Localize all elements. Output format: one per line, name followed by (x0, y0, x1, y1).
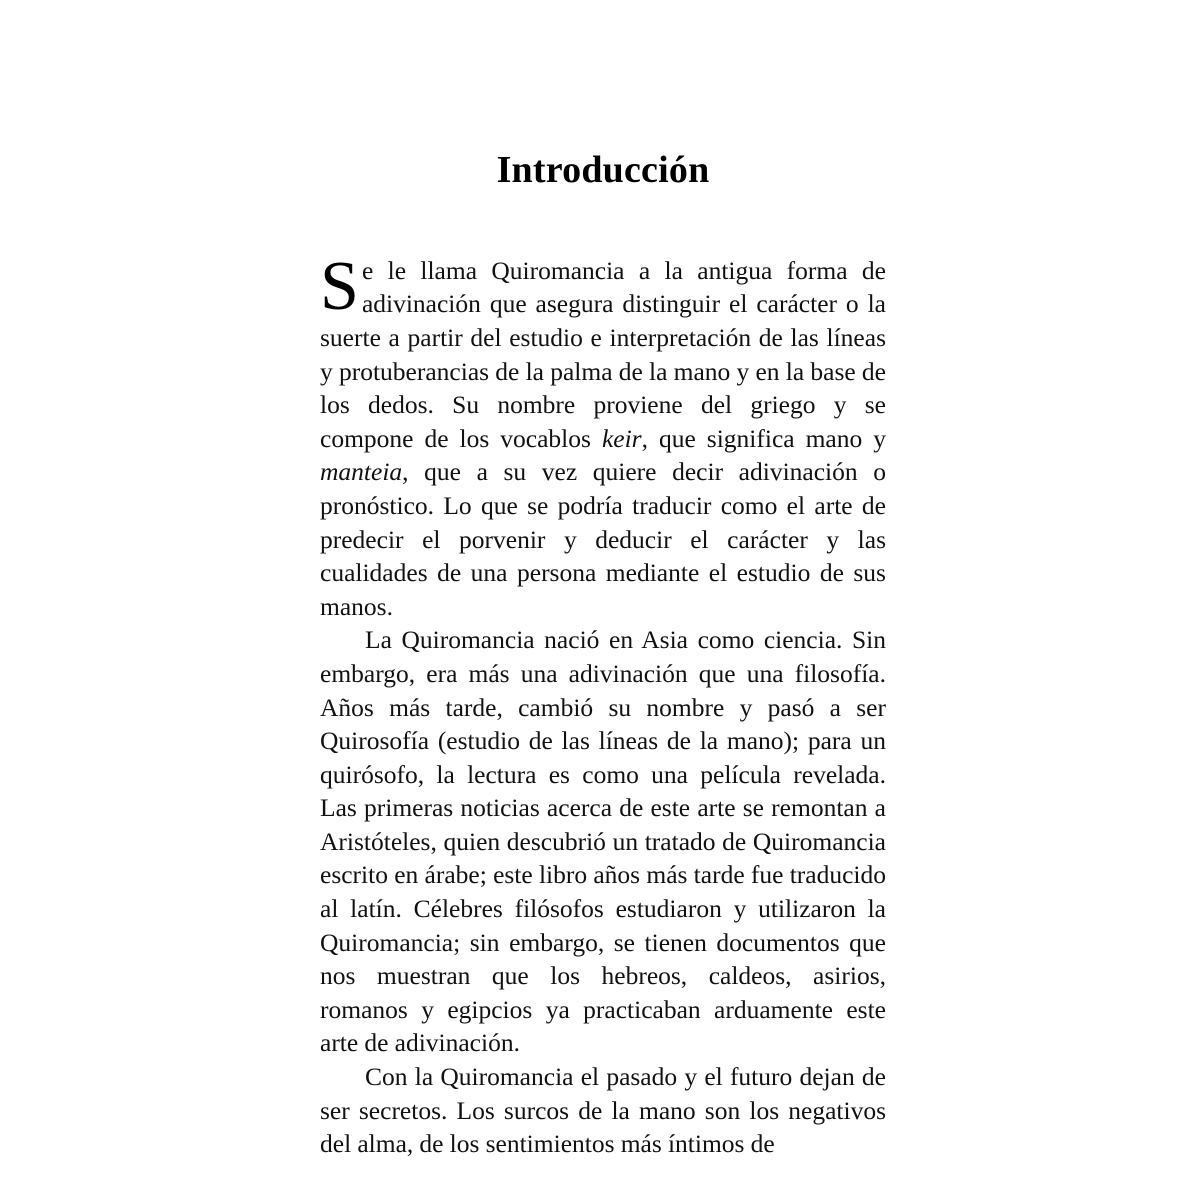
text-block (320, 150, 886, 1161)
paragraph-1 (320, 247, 886, 624)
drop-cap-initial: S (320, 247, 359, 325)
body-copy (320, 247, 886, 1161)
paragraph-1-italic-manteia: manteia (320, 457, 403, 487)
page-title: Introducción (496, 149, 710, 191)
paragraph-2 (320, 623, 886, 1060)
paragraph-3 (320, 1060, 886, 1161)
paragraph-3-run-1: Con la Quiromancia el pasado y el futuro dejan de ser secretos. Los surcos de la mano son los negativos del alma, de los sentimientos más íntimos de (320, 1062, 886, 1159)
paragraph-2-run-1: La Quiromancia nació en Asia como ciencia. Sin embargo, era más una adivinación que una filosofía. Años más tarde, cambió su nombre y pasó a ser Quirosofía (estudio de las líneas de la mano); para un quirósofo, la lectura es como una película revelada. Las primeras noticias acerca de este arte se remontan a Aristóteles, quien descubrió un tratado de Quiromancia escrito en árabe; este libro años más tarde fue traducido al latín. Célebres filósofos estudiaron y utilizaron la Quiromancia; sin embargo, se tienen documentos que nos muestran que los hebreos, caldeos, asirios, romanos y egipcios ya practicaban arduamente este arte de adivinación. (320, 625, 886, 1058)
paragraph-1-italic-keir: keir (601, 423, 642, 453)
paragraph-1-run-3: , que a su vez quiere decir adivinación o pronóstico. Lo que se podría traducir como el arte de predecir el porvenir y deducir el carácter y las cualidades de una persona mediante el estudio de sus manos. (320, 457, 886, 621)
paragraph-1-run-2: , que significa mano y (641, 423, 886, 453)
paragraph-1-run-1: e le llama Quiromancia a la antigua forma de adivinación que asegura distinguir el carácter o la suerte a partir del estudio e interpretación de las líneas y protuberancias de la palma de la mano y en la base de los dedos. Su nombre proviene del griego y se compone de los vocablos (320, 255, 886, 453)
